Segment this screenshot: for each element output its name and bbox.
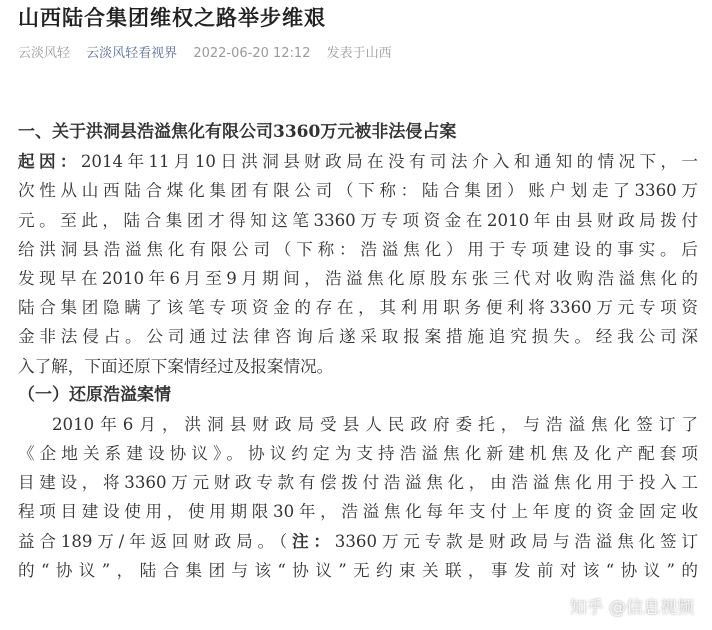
paragraph-line: 2010年6月，洪洞县财政局受县人民政府委托，与浩溢焦化签订了 xyxy=(52,414,698,434)
note-label: 注： xyxy=(291,530,335,551)
paragraph-line: 益合189万/年返回财政局。（注：3360万元专款是财政局与浩溢焦化签订 xyxy=(18,530,699,551)
paragraph-line: 起因：2014年11月10日洪洞县财政局在没有司法介入和通知的情况下，一 xyxy=(18,151,698,172)
paragraph-line: 发现早在2010年6月至9月期间，浩溢焦化原股东张三代对收购浩溢焦化的 xyxy=(18,268,698,288)
paragraph-line: 目建设，将3360万元财政专款有偿拨付浩溢焦化，由浩溢焦化用于投入工 xyxy=(18,473,698,493)
paragraph-line: 程项目建设使用，使用期限30年，浩溢焦化每年支付上年度的资金固定收 xyxy=(18,502,698,522)
paragraph-line: 金非法侵占。公司通过法律咨询后遂采取报案措施追究损失。经我公司深 xyxy=(18,327,698,347)
article-body xyxy=(18,118,698,585)
account-name-link[interactable]: 云淡风轻看视界 xyxy=(86,46,178,61)
paragraph-line: 给洪洞县浩溢焦化有限公司（下称：浩溢焦化）用于专项建设的事实。后 xyxy=(18,239,698,259)
cause-label: 起因： xyxy=(18,151,81,172)
subsection-heading: （一）还原浩溢案情 xyxy=(18,384,171,405)
paragraph-line: 《企地关系建设协议》。协议约定为支持浩溢焦化新建机焦及化产配套项 xyxy=(18,444,698,464)
paragraph-line: 陆合集团隐瞒了该笔专项资金的存在，其利用职务便利将3360万元专项资 xyxy=(18,298,698,318)
article-meta xyxy=(18,42,404,61)
zhihu-watermark: 知乎 @信息视频 xyxy=(569,598,694,618)
publish-time: 2022-06-20 12:12 xyxy=(193,46,311,61)
publish-location: 发表于山西 xyxy=(326,46,392,61)
paragraph-line: 的“协议”，陆合集团与该“协议”无约束关联，事发前对该“协议”的 xyxy=(18,560,698,580)
section-heading: 一、关于洪洞县浩溢焦化有限公司3360万元被非法侵占案 xyxy=(18,122,457,142)
author-name: 云淡风轻 xyxy=(18,46,71,61)
paragraph-line: 元。至此，陆合集团才得知这笔3360万专项资金在2010年由县财政局拨付 xyxy=(18,210,698,230)
paragraph-line: 次性从山西陆合煤化集团有限公司（下称：陆合集团）账户划走了3360万 xyxy=(18,181,698,201)
article-title: 山西陆合集团维权之路举步维艰 xyxy=(18,6,326,30)
paragraph-line: 入了解，下面还原下案情经过及报案情况。 xyxy=(18,356,334,376)
